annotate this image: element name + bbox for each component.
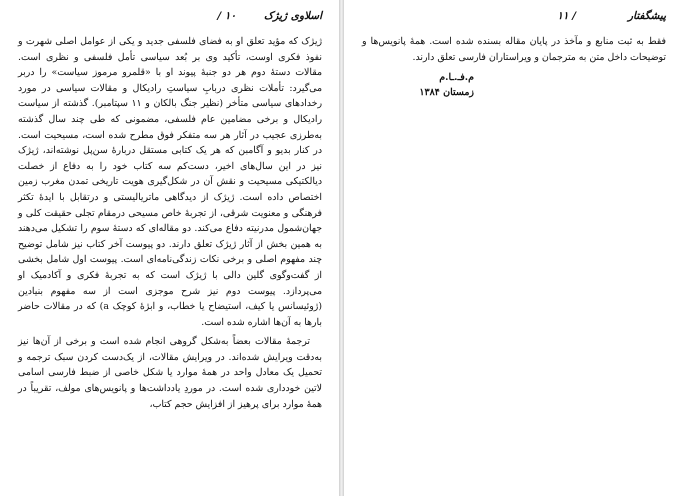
right-page-body <box>362 34 666 65</box>
page-number: / ۱۱ <box>557 10 576 22</box>
body-paragraph: ترجمهٔ مقالات بعضاً به‌شکل گروهی انجام شده است و برخی از آن‌ها نیز به‌دقت ویرایش شده‌اند. در ویرایش مقالات، از یک‌دست کردن سبک ترجمه و تحمیل یک معادل واحد در همهٔ موارد یا شکل خاصی از ضبط فارسی اسامی لاتین خودداری شده است. در موردِ یادداشت‌ها و پانویس‌های مولف، تقریباً در همهٔ موارد برای پرهیز از افزایش حجم کتاب، <box>18 336 322 410</box>
signature-date: زمستان ۱۳۸۴ <box>419 87 474 98</box>
body-paragraph: فقط به ثبت منابع و مآخذ در پایان مقاله بسنده شده است. همهٔ پانویس‌ها و توضیحات داخل متن به مترجمان و ویراستاران فارسی تعلق دارند. <box>362 36 666 63</box>
left-page-body <box>18 34 322 412</box>
running-title: اسلاوی ژیژک <box>263 10 322 22</box>
left-page <box>0 0 340 496</box>
signature-block <box>419 70 474 100</box>
right-page <box>344 0 684 496</box>
body-paragraph: ژیژک که مؤید تعلق او به فضای فلسفی جدید و یکی از عوامل اصلی شهرت و نفوذ فکری اوست، تأکید وی بر بُعد سیاسی تأمل فلسفی و نظری است. مقالات دستهٔ دوم هر دو جنبهٔ پیوند او با «قلمرو مرموز سیاست» را دربر می‌گیرد: تأملات نظری دربابِ سیاستِ رادیکال و مقالات سیاسی در مورد رخدادهای سیاسی متأخر (نظیر جنگ بالکان و ۱۱ سپتامبر). گذشته از سیاست رادیکال و برخی مضامین عام فلسفی، مضمونی که طی چند سال گذشته به‌طرزی عجیب در آثار هر سه متفکر فوق مطرح شده است، مسیحیت است. در کنار بدیو و آگامبن که هر یک کتابی مستقل دربارهٔ سن‌پل نوشته‌اند، ژیژک نیز در این سال‌های اخیر، دست‌کم سه کتاب خود را به دفاع از خصلت دیالکتیکی مسیحیت و نقش آن در شکل‌گیری هویت تاریخی تمدن مغرب زمین اختصاص داده است. ژیژک از دیدگاهی ماتریالیستی و درتقابل با ایدهٔ تکثر فرهنگی و معنویت شرقی، از تجربهٔ خاص مسیحی درمقام تجلی حقیقت کلی و جهان‌شمول مدرنیته دفاع می‌کند. دو مقاله‌ای که دستهٔ سوم را تشکیل می‌دهند به همین بخش از آثار ژیژک تعلق دارند. دو پیوست آخر کتاب نیز شامل توضیح چند مفهوم اصلی و برخی نکات زندگی‌نامه‌ای است. پیوست اول شامل بخشی از گفت‌وگوی گلین دالی با ژیژک است که به تجربهٔ فکری و آکادمیک او می‌پردازد. پیوست دوم نیز شرح موجزی است از سه مفهوم بنیادین (ژوئیسانس یا کیف، استیضاح یا خطاب، و ابژهٔ کوچک a) که در مقالات حاضر بارها به آن‌ها اشاره شده است. <box>18 36 323 328</box>
signature: م.فـ.ـا.م <box>439 72 474 83</box>
left-page-header <box>18 10 322 28</box>
right-page-header <box>362 10 666 28</box>
running-title: پیشگفتار <box>627 10 666 22</box>
page-number: ۱۰ / <box>217 10 236 22</box>
